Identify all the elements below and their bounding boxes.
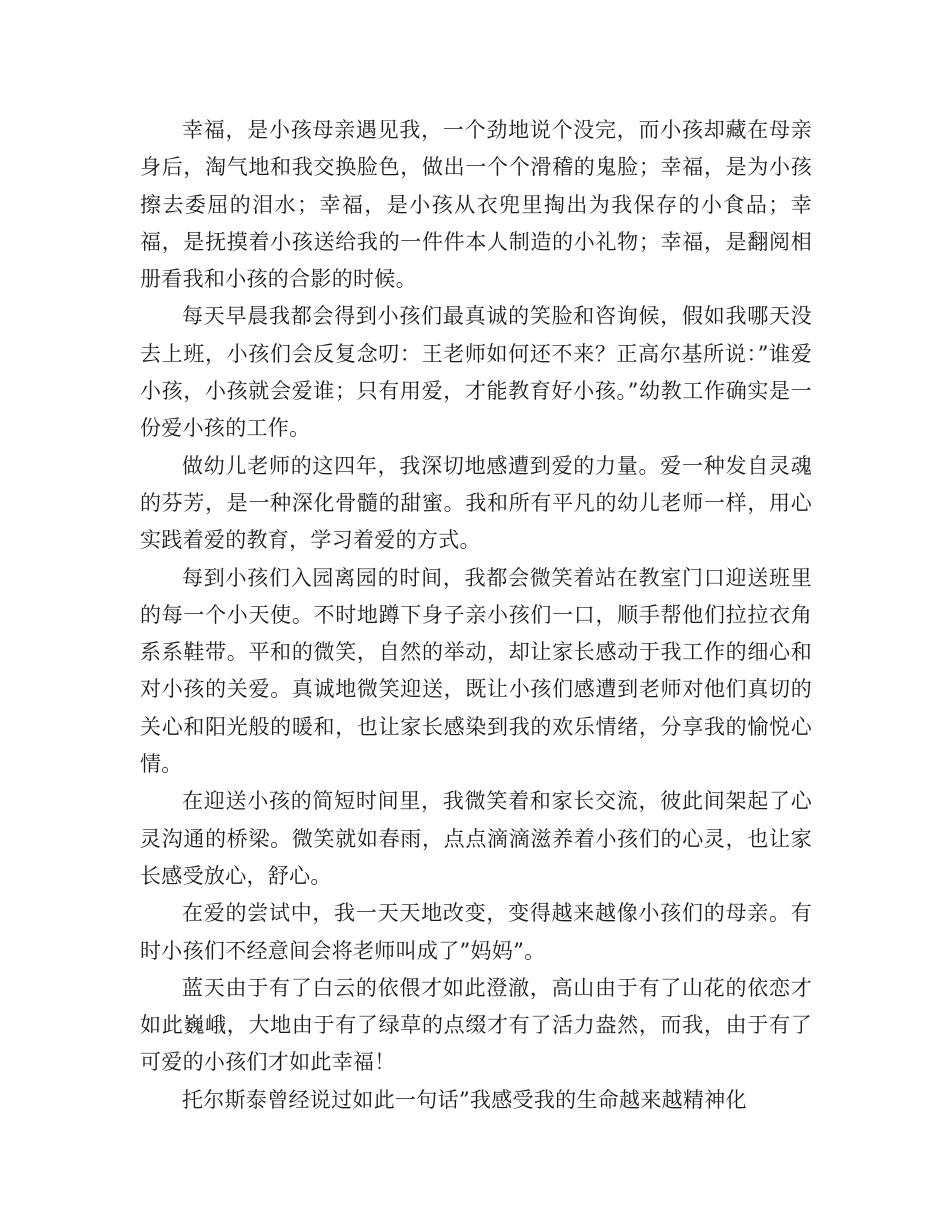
paragraph-parent-communication: 在迎送小孩的简短时间里，我微笑着和家长交流，彼此间架起了心灵沟通的桥梁。微笑就如春雨，点点滴滴滋养着小孩们的心灵，也让家长感受放心，舒心。 bbox=[140, 789, 812, 888]
paragraph-happiness: 幸福，是小孩母亲遇见我，一个劲地说个没完，而小孩却藏在母亲身后，淘气地和我交换脸色，做出一个个滑稽的鬼脸；幸福，是为小孩擦去委屈的泪水；幸福，是小孩从衣兜里掏出为我保存的小食品；幸福，是抚摸着小孩送给我的一件件本人制造的小礼物；幸福，是翻阅相册看我和小孩的合影的时候。 bbox=[140, 118, 812, 292]
paragraph-tolstoy-quote: 托尔斯泰曾经说过如此一句话”我感受我的生命越来越精神化 bbox=[182, 1087, 747, 1112]
paragraph-like-mother: 在爱的尝试中，我一天天地改变，变得越来越像小孩们的母亲。有时小孩们不经意间会将老师叫成了”妈妈”。 bbox=[140, 901, 812, 963]
paragraph-blue-sky: 蓝天由于有了白云的依偎才如此澄澈，高山由于有了山花的依恋才如此巍峨，大地由于有了绿草的点缀才有了活力盎然，而我，由于有了可爱的小孩们才如此幸福！ bbox=[140, 975, 812, 1075]
document-page bbox=[140, 112, 812, 1119]
paragraph-greeting-at-door: 每到小孩们入园离园的时间，我都会微笑着站在教室门口迎送班里的每一个小天使。不时地蹲下身子亲小孩们一口，顺手帮他们拉拉衣角系系鞋带。平和的微笑，自然的举动，却让家长感动于我工作的细心和对小孩的关爱。真诚地微笑迎送，既让小孩们感遭到老师对他们真切的关心和阳光般的暖和，也让家长感染到我的欢乐情绪，分享我的愉悦心情。 bbox=[140, 565, 812, 777]
paragraph-four-years: 做幼儿老师的这四年，我深切地感遭到爱的力量。爱一种发自灵魂的芬芳，是一种深化骨髓的甜蜜。我和所有平凡的幼儿老师一样，用心实践着爱的教育，学习着爱的方式。 bbox=[140, 453, 812, 553]
paragraph-morning-greetings: 每天早晨我都会得到小孩们最真诚的笑脸和咨询候，假如我哪天没去上班，小孩们会反复念叨：王老师如何还不来？正高尔基所说：”谁爱小孩，小孩就会爱谁；只有用爱，才能教育好小孩。”幼教工作确实是一份爱小孩的工作。 bbox=[140, 304, 812, 441]
